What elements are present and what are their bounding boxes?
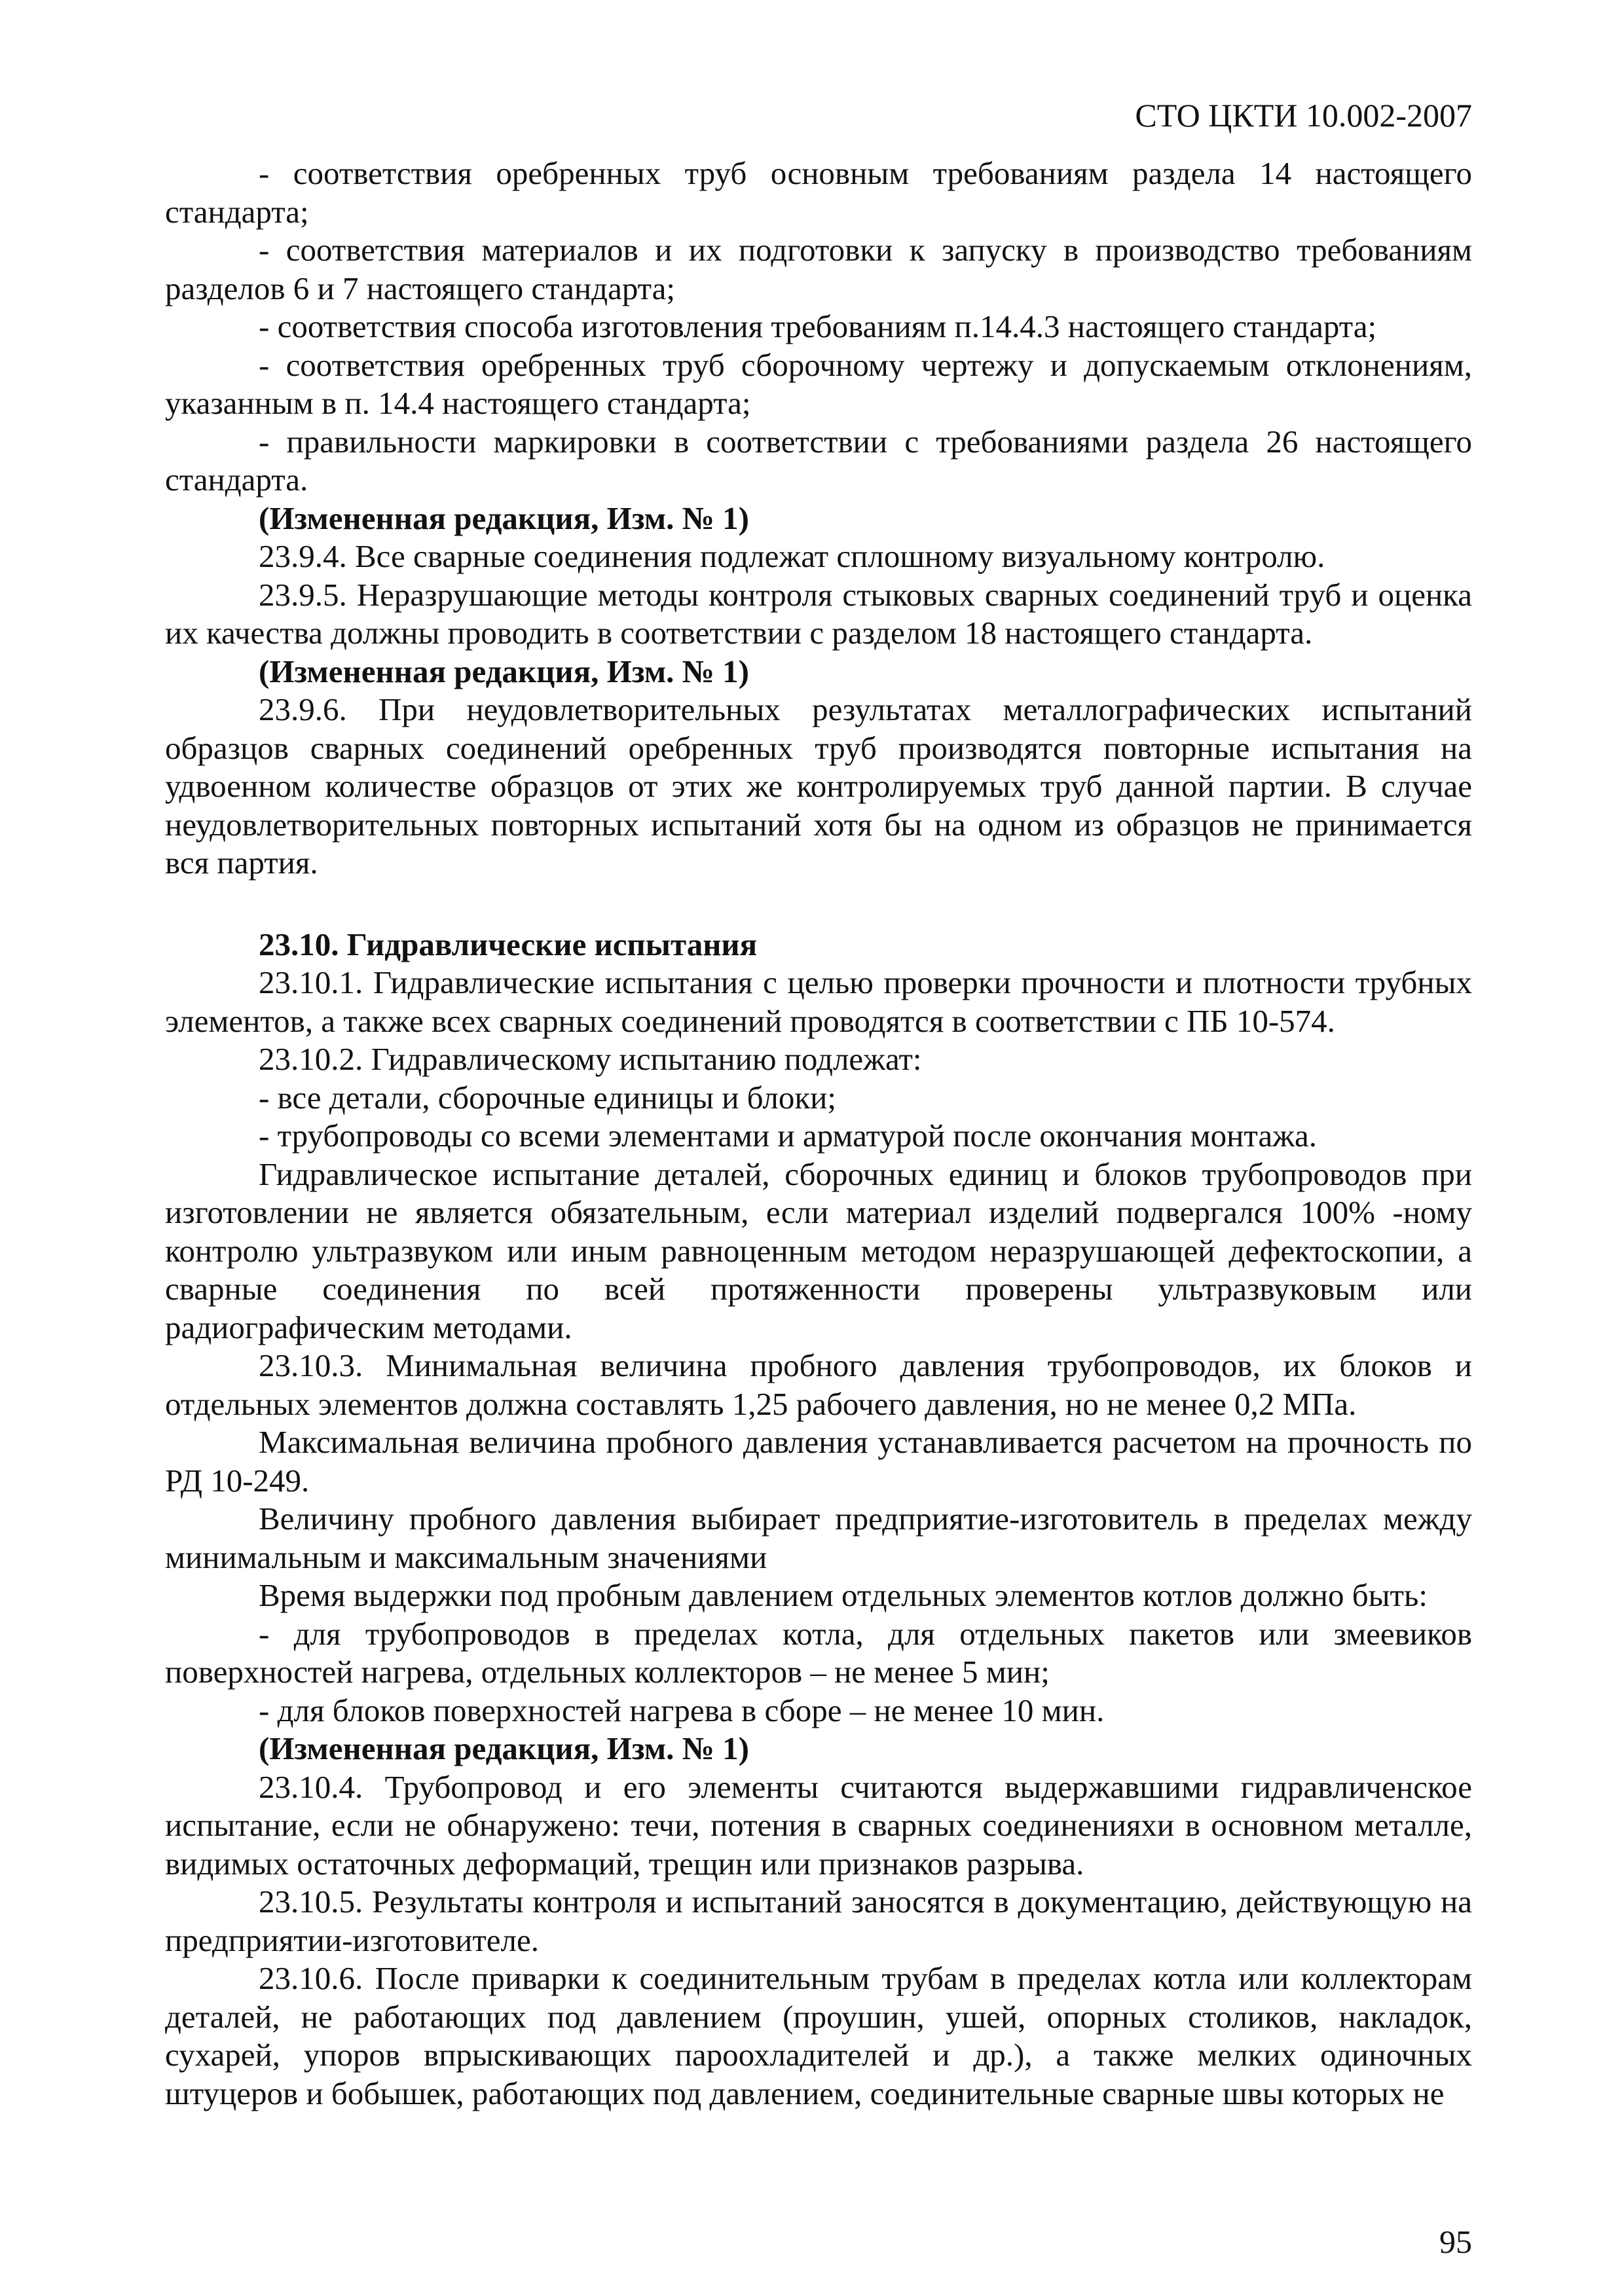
paragraph: - для блоков поверхностей нагрева в сборе – не менее 10 мин. bbox=[259, 1692, 1105, 1728]
revision-note: (Измененная редакция, Изм. № 1) bbox=[259, 1730, 749, 1766]
paragraph: Величину пробного давления выбирает предприятие-изготовитель в пределах между минимальным и максимальным значениями bbox=[165, 1501, 1472, 1575]
paragraph: - соответствия оребренных труб сборочному чертежу и допускаемым отклонениям, указанным в п. 14.4 настоящего стандарта; bbox=[165, 346, 1472, 421]
paragraph: - все детали, сборочные единицы и блоки; bbox=[259, 1079, 836, 1116]
document-body bbox=[165, 155, 1472, 2113]
paragraph: Гидравлическое испытание деталей, сборочных единиц и блоков трубопроводов при изготовлении не является обязательным, если материал изделий подвергался 100% -ному контролю ультразвуком или иным равноценным методом неразрушающей дефектоскопии, а сварные соединения по всей протяженности проверены ультразвуковым или радиографическим методами. bbox=[165, 1156, 1472, 1345]
paragraph: 23.10.6. После приварки к соединительным трубам в пределах котла или коллекторам деталей, не работающих под давлением (проушин, ушей, опорных столиков, накладок, сухарей, упоров впрыскивающих пароохладителей и др.), а также мелких одиночных штуцеров и бобышек, работающих под давлением, соединительные сварные швы которых не bbox=[165, 1960, 1472, 2111]
paragraph: 23.10.5. Результаты контроля и испытаний заносятся в документацию, действующую на предприятии-изготовителе. bbox=[165, 1884, 1472, 1958]
paragraph: - трубопроводы со всеми элементами и арматурой после окончания монтажа. bbox=[259, 1118, 1317, 1154]
paragraph: - соответствия оребренных труб основным требованиям раздела 14 настоящего стандарта; bbox=[165, 155, 1472, 230]
paragraph: Время выдержки под пробным давлением отдельных элементов котлов должно быть: bbox=[259, 1577, 1428, 1613]
paragraph: 23.10.3. Минимальная величина пробного давления трубопроводов, их блоков и отдельных элементов должна составлять 1,25 рабочего давления, но не менее 0,2 МПа. bbox=[165, 1347, 1472, 1422]
paragraph: 23.9.5. Неразрушающие методы контроля стыковых сварных соединений труб и оценка их качества должны проводить в соответствии с разделом 18 настоящего стандарта. bbox=[165, 576, 1472, 651]
revision-note: (Измененная редакция, Изм. № 1) bbox=[259, 500, 749, 536]
revision-note: (Измененная редакция, Изм. № 1) bbox=[259, 653, 749, 689]
page-number: 95 bbox=[1439, 2223, 1472, 2260]
paragraph: 23.9.6. При неудовлетворительных результатах металлографических испытаний образцов сварных соединений оребренных труб производятся повторные испытания на удвоенном количестве образцов от этих же контролируемых труб данной партии. В случае неудовлетворительных повторных испытаний хотя бы на одном из образцов не принимается вся партия. bbox=[165, 691, 1472, 881]
paragraph: Максимальная величина пробного давления устанавливается расчетом на прочность по РД 10-249. bbox=[165, 1424, 1472, 1499]
paragraph: - для трубопроводов в пределах котла, для отдельных пакетов или змеевиков поверхностей нагрева, отдельных коллекторов – не менее 5 мин; bbox=[165, 1615, 1472, 1690]
paragraph: 23.10.4. Трубопровод и его элементы считаются выдержавшими гидравличенское испытание, если не обнаружено: течи, потения в сварных соединенияхи в основном металле, видимых остаточных деформаций, трещин или признаков разрыва. bbox=[165, 1768, 1472, 1882]
paragraph: 23.9.4. Все сварные соединения подлежат сплошному визуальному контролю. bbox=[259, 538, 1325, 574]
paragraph: 23.10.1. Гидравлические испытания с целью проверки прочности и плотности трубных элементов, а также всех сварных соединений проводятся в соответствии с ПБ 10-574. bbox=[165, 964, 1472, 1039]
paragraph: 23.10.2. Гидравлическому испытанию подлежат: bbox=[259, 1041, 922, 1077]
document-code: СТО ЦКТИ 10.002-2007 bbox=[1135, 97, 1472, 134]
paragraph: - соответствия материалов и их подготовки к запуску в производство требованиям разделов 6 и 7 настоящего стандарта; bbox=[165, 232, 1472, 306]
paragraph: - правильности маркировки в соответствии с требованиями раздела 26 настоящего стандарта. bbox=[165, 423, 1472, 498]
section-title: 23.10. Гидравлические испытания bbox=[259, 926, 758, 962]
paragraph: - соответствия способа изготовления требованиям п.14.4.3 настоящего стандарта; bbox=[259, 308, 1377, 344]
